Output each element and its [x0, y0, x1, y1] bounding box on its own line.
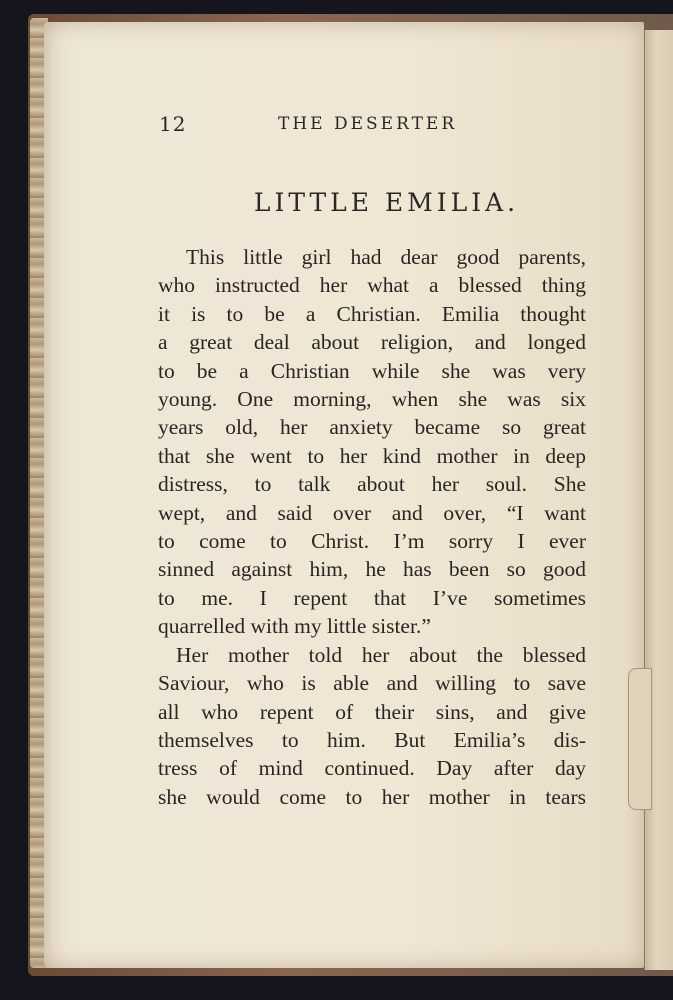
text-line: tress of mind continued. Day after day — [158, 756, 586, 781]
text-line: to me. I repent that I’ve sometimes — [158, 585, 586, 610]
text-line: This little girl had dear good parents, — [186, 245, 586, 269]
text-line: to come to Christ. I’m sorry I ever — [158, 529, 586, 554]
body-text — [158, 243, 586, 811]
page-header — [0, 112, 673, 142]
page-tab — [628, 668, 652, 810]
text-line: who instructed her what a blessed thing — [158, 273, 586, 298]
facing-page-edge — [644, 30, 673, 970]
chapter-title: LITTLE EMILIA. — [253, 188, 520, 217]
text-line: that she went to her kind mother in deep — [158, 443, 586, 468]
text-line: a great deal about religion, and longed — [158, 330, 586, 355]
text-line: themselves to him. But Emilia’s dis- — [158, 727, 586, 752]
text-line: it is to be a Christian. Emilia thought — [158, 301, 586, 326]
text-line: Saviour, who is able and willing to save — [158, 671, 586, 696]
text-line: she would come to her mother in tears — [158, 784, 586, 809]
page-number: 12 — [159, 112, 187, 136]
text-line: young. One morning, when she was six — [158, 387, 586, 412]
text-line: to be a Christian while she was very — [158, 358, 586, 383]
text-line: wept, and said over and over, “I want — [158, 500, 586, 525]
text-line: Her mother told her about the blessed — [176, 642, 586, 667]
text-line: quarrelled with my little sister.” — [158, 614, 431, 639]
text-line: sinned against him, he has been so good — [158, 557, 586, 582]
text-line: distress, to talk about her soul. She — [158, 472, 586, 497]
text-line: all who repent of their sins, and give — [158, 699, 586, 724]
text-line: years old, her anxiety became so great — [158, 415, 586, 440]
running-head: THE DESERTER — [278, 114, 458, 134]
